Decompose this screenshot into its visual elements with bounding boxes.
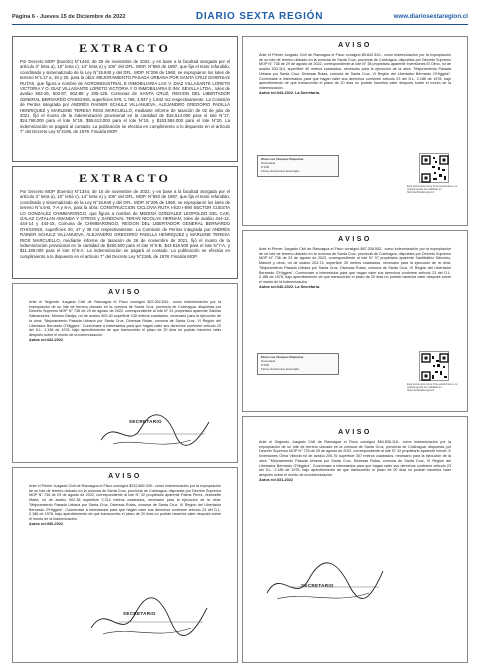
aviso-case-ref: Autos rol:330-2022 [29, 521, 63, 526]
extracto-body: Por Decreto MOP (Exento) N°1440, de 25 de noviembre de 2022, y en base a la facultad otorgada por el artículo 3° letra a), 10° letra c), 14° letra e) y 105° del DFL. MOP. N°850 de 1997, que fija el texto refundido, coordinado y sistematizado de la Ley N°15.840 y del DFL. MOP. N°206 de 1960, se expropiaron los lotes de terreno N°s.17 a, 18 y 20, para la obra: MEJORAMIENTO PASADA URBANA POR SANTA CRUZ DIVERSAS RUTAS, que figura a nombre de AGROINDUSTRIAL E INMOBILIARIA LAS V. DIAZ VILLASANTE LORETO VICTORIA Y O. DIAZ VILLASANTE LORETO VICTORIA Y O INMOBILIARIA E INV. SEVILLA LTDA., roles de avalúo 502-26, 502-87, 502-88 y 205-128. Comunas de SANTA CRUZ, REGION DEL LIBERTADOR GENERAL BERNARDO O'HIGGINS, superficies 976, 1.769, 3.937 y 1.842 m2 respectivamente. La Comisión de Peritos integrada por ANDRÉS RAINER SCHULZ VILLANUEVA, ALEJANDRO GREGORIO PADILLA HENRIQUEZ y MARLENE TERESA RIOS MARCUELLO, mediante informe de tasación de 02 de julio de 2021, fijó el monto de la indemnización provisional en la cantidad de $16.514.000 para el lote N°17, $24.768.000 para el lote N°18, $55.613.000 para el lote N°19, y $153.594.000 para el lote N°20. La indemnización se pagará al contado. La publicación se efectúa en cumplimiento a lo dispuesto en el artículo 7° del Decreto Ley N°2186, de 1978. Fiscalía MOP. [20, 59, 230, 135]
extracto-notice-2 [12, 166, 238, 279]
aviso-case-ref: Autos rol:331-2022 [259, 477, 293, 482]
qr-code-icon[interactable] [419, 351, 449, 381]
stamp-role: Secretaria [261, 160, 276, 165]
website-link[interactable]: www.diariosextaregion.cl [393, 13, 468, 20]
aviso-notice-340 [242, 230, 468, 412]
aviso-body: Ante el Segundo Juzgado Civil de Rancagua el Fisco consignó $64.836.116.- como indemnización por la expropiación de un lote de terreno ubicado en la comuna de Santa Cruz, provincia de Colchagua, dispuesta por Decreto Supremo MOP N° 735 de 25 de agosto de 2022, correspondiente al lote N° 42 propietario aparente Inmob. E Inversiones Olma Victoria rol de avalúo 205-76 superficie 307 metros cuadrados, necesario para la ejecución de la obra: "Mejoramiento Pasada Urbana por Santa Cruz, Diversas Rutas, comuna de Santa Cruz, VI Región del Libertador Bernardo O'Higgins". Conmínase a interesados para que hagan valer sus derechos conforme artículo 23 del D.L. 2.186 de 1978, bajo apercibimiento de que transcurrido el plazo de 20 días no podrán hacerlos valer después sobre el monto de la indemnización. [259, 440, 451, 477]
extracto-title: EXTRACTO [79, 171, 171, 185]
aviso-title: AVISO [108, 473, 142, 480]
handwritten-signature [83, 592, 213, 648]
qr-code-icon[interactable] [419, 153, 449, 183]
newspaper-name: DIARIO SEXTA REGIÓN [195, 11, 324, 22]
stamp-type: Firma electrónica avanzada [261, 366, 300, 371]
stamp-role: Secretaria [261, 358, 276, 363]
aviso-case-ref: Autos rol:340-2022. La Secretaria. [259, 284, 320, 289]
handwritten-signature [95, 410, 215, 454]
page-header [12, 9, 468, 25]
stamp-name: Klara Lua Vásquez Riquelme [261, 157, 304, 161]
aviso-body: Ante el Primer Juzgado Civil de Rancagua el Fisco consignó $5.842.510.- como indemnización por la expropiación de un lote de terreno ubicado en la comuna de Santa Cruz, provincia de Colchagua, dispuesta por Decreto Supremo MOP N° 736 de 29 de agosto de 2022, correspondiente al lote N° 38 propietario aparente Inversiones El Olmo, rol de avalúo 203-114, superficie 40 metros cuadrados, necesario para la ejecución de la obra: "Mejoramiento Pasada Urbana por Santa Cruz, Diversas Rutas, comuna de Santa Cruz, VI Región del Libertador Bernardo O'Higgins". Conmínase a interesados para que hagan valer sus derechos conforme artículo 23 del D.L. 2.186 de 1978, bajo apercibimiento de que transcurrido el plazo de 20 días no podrán hacerlos valer después sobre el monto de la indemnización. [259, 53, 451, 90]
aviso-notice-332 [12, 283, 238, 463]
aviso-case-ref: Autos rol:332-2022 [29, 337, 63, 342]
aviso-body: Ante el Primer Juzgado Civil de Rancagua el Fisco consignó $232.869.339.- como indemnización por la expropiación de un lote de terreno ubicado en la comuna de Santa Cruz, provincia de Colchagua, dispuesta por Decreto Supremo MOP N° 736 de 29 de agosto de 2022, correspondiente al lote N° 32 propietario aparente Palma Perez, Jeannette Marta, rol de avalúo 502-38 superficie 2.214 metros cuadrados, necesario para la ejecución de la obra: "Mejoramiento Pasada Urbana por Santa Cruz, Diversas Rutas, comuna de Santa Cruz, VI Región del Libertador Bernardo O'Higgins". Conmínase a interesados para que hagan valer sus derechos conforme artículo 23 del D.L. 2.186 de 1978, bajo apercibimiento de que transcurrido el plazo de 20 días no podrán hacerlos valer después sobre el monto de la indemnización. [29, 484, 221, 521]
extracto-notice-1 [12, 36, 238, 162]
qr-caption: Este documento tiene firma electrónica y su original puede ser validado en http://verificadoc.pjud.cl [407, 383, 458, 393]
aviso-case-ref: Autos rol:343-2022. La Secretaria. [259, 90, 320, 95]
stamp-org: PJUD [261, 164, 270, 169]
aviso-title: AVISO [338, 429, 372, 436]
stamp-type: Firma electrónica avanzada [261, 168, 300, 173]
secretario-label: SECRETARIO [123, 611, 156, 616]
qr-caption: Este documento tiene firma electrónica y su original puede ser validado en http://verificadoc.pjud.cl [407, 185, 458, 195]
stamp-name: Klara Lua Vásquez Riquelme [261, 355, 304, 359]
aviso-notice-330 [12, 467, 238, 663]
aviso-notice-331 [242, 416, 468, 663]
page-date: Página 6 - Jueves 15 de Diciembre de 2022 [12, 13, 126, 20]
aviso-notice-343 [242, 36, 468, 226]
stamp-org: PJUD [261, 362, 270, 367]
aviso-body: Ante el Primer Juzgado Civil de Rancagua el Fisco consignó $67.208.552.- como indemnización por la expropiación de un lote de terreno ubicado en la comuna de Santa Cruz, provincia de Colchagua, dispuesta por Decreto Supremo MOP N° 736 de 29 de agosto de 2022, correspondiente al lote N° 37 propietario aparente Santibáñez Sánchez, Manuel y otros, rol de avalúo 203-74, superficie 20 metros cuadrados, necesario para la ejecución de la obra: "Mejoramiento Pasada Urbana por Santa Cruz, Diversas Rutas, comuna de Santa Cruz, VI Región del Libertador Bernardo O'Higgins". Conmínase a interesados para que hagan valer sus derechos conforme artículo 23 del D.L. 2.186 de 1978, bajo apercibimiento de que transcurrido el plazo de 20 días no podrán hacerlos valer después sobre el monto de la indemnización. [259, 247, 451, 284]
aviso-body: Ante el Segundo Juzgado Civil de Rancagua el Fisco consignó $22.002.834.- como indemnización por la expropiación de un lote de terreno ubicado en la comuna de Santa Cruz, provincia de Colchagua, dispuesta por Decreto Supremo MOP N° 736 de 29 de agosto de 2022, correspondiente al lote N° 31 propietario aparente Salinas Saimanonez, Mónica Gladys, rol de avalúo 502-40 superficie 130 metros cuadrados, necesario para la ejecución de la obra: "Mejoramiento Pasada Urbana por Santa Cruz, Diversas Rutas, comuna de Santa Cruz, VI Región del Libertador Bernardo O'Higgins". Conmínase a interesados para que hagan valer sus derechos conforme artículo 23 del D.L. 2.186 de 1978, bajo apercibimiento de que transcurrido el plazo de 20 días no podrán hacerlos valer después sobre el monto de la indemnización. [29, 300, 221, 337]
aviso-title: AVISO [338, 42, 372, 49]
extracto-body: Por Decreto MOP (Exento) N°1344, de 16 de noviembre de 2022, y en base a la facultad otorgada por el artículo 3° letra a), 10° letra c), 14° letra e) y 105° del DFL. MOP. N°850 de 1997, que fija el texto refundido, coordinado y sistematizado de la Ley N°15.840 y del DFL. MOP. N°206 de 1960, se expropiaron los lotes de terreno N°s.6-B, 7-A y 8-A, para la obra: CONSTRUCCION CICLOVIA RUTA I-810 I-890 SECTOR CUESTA LO GONZALEZ CHIMBARONGO, que figura a nombre de MEDINA GONZALEZ LEOPOLDO DEL CAR, GALAZ CATALAN AMANDA Y OTROS y SANDOVAL TERAN NICOLAS HERNAN, roles de avalúo 444-12, 444-14 y 444-15, Comuna de CHIMBARONGO, REGION DEL LIBERTADOR GENERAL BERNARDO O'HIGGINS, superficies 20, 47 y 38 m2 respectivamente. La Comisión de Peritos integrada por ANDRÉS RAINER SCHULZ VILLANUEVA, ALEJANDRO GREGORIO PADILLA HENRIQUEZ y MARLENE TERESA RIOS MARCUELLO, mediante informe de tasación de 26 de noviembre de 2021, fijó el monto de la indemnización provisional en la cantidad de $460.500 para el lote N°6-B, $43.819.500 para el lote N°7-A, y $11.189.000 para el lote N°8-A. La indemnización se pagará al contado. La publicación se efectúa en cumplimiento a lo dispuesto en el artículo 7° del Decreto Ley N°2186, de 1978. Fiscalía MOP. [20, 189, 230, 259]
signature-stamp [257, 353, 339, 375]
aviso-title: AVISO [338, 236, 372, 243]
aviso-title: AVISO [108, 289, 142, 296]
secretario-label: SECRETARIO [129, 419, 162, 424]
signature-stamp [257, 155, 339, 177]
secretario-label: SECRETARIO [301, 583, 334, 588]
extracto-title: EXTRACTO [79, 41, 171, 55]
